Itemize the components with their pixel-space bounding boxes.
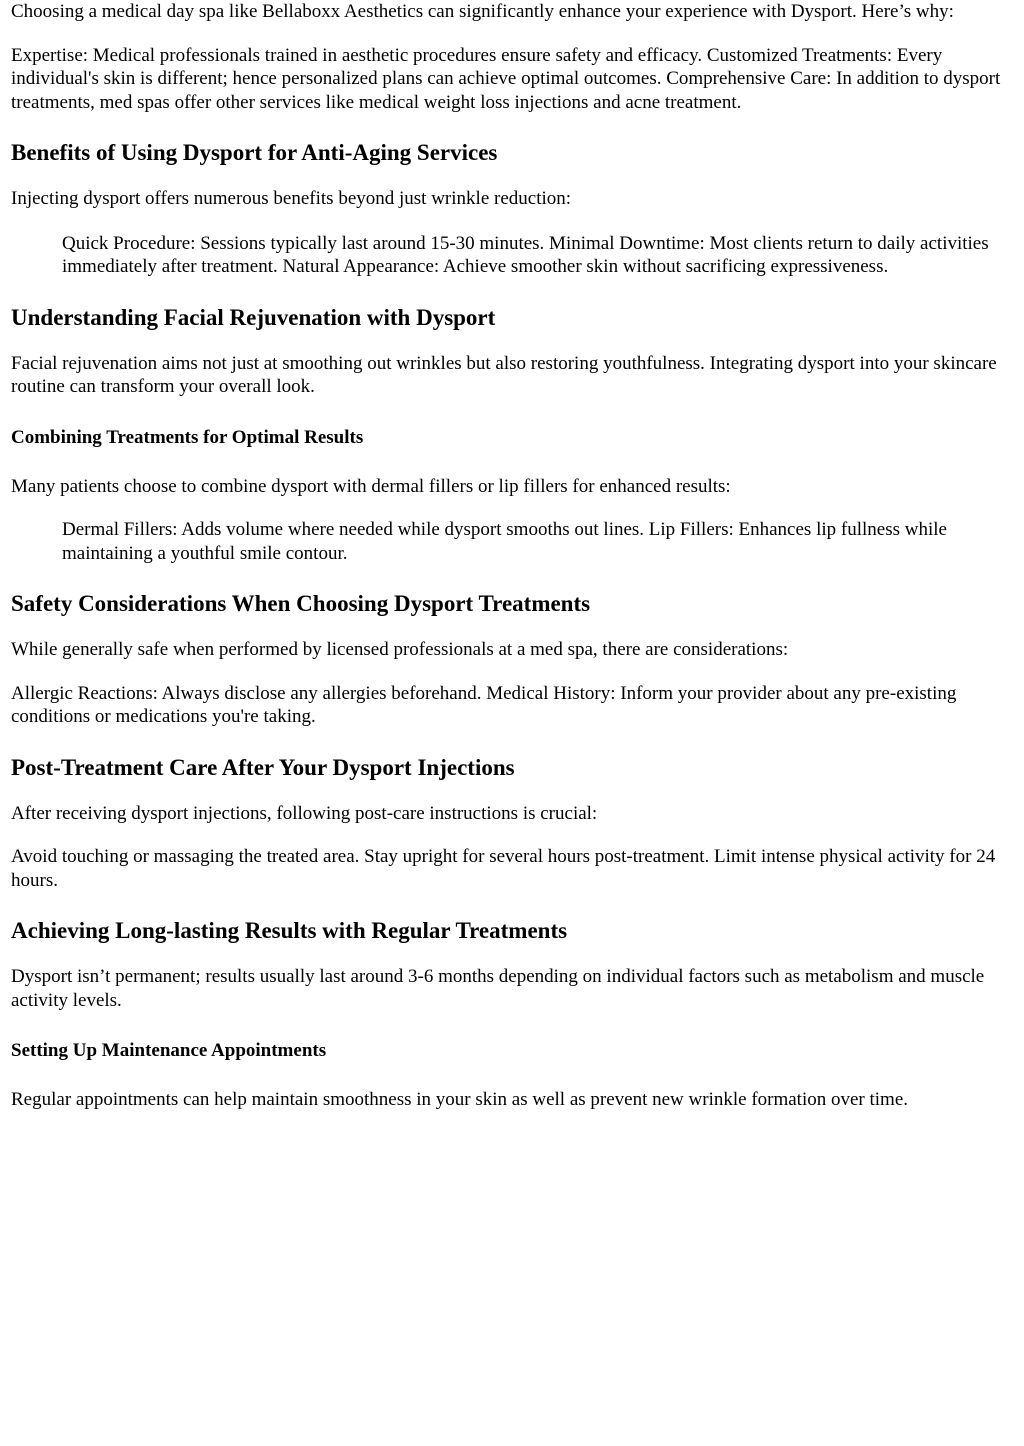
maintenance-paragraph: Regular appointments can help maintain smoothness in your skin as well as prevent new wrinkle formation over time. xyxy=(11,1089,909,1110)
combining-heading: Combining Treatments for Optimal Results xyxy=(11,426,364,448)
benefits-heading: Benefits of Using Dysport for Anti-Aging Services xyxy=(11,140,498,165)
long-lasting-heading: Achieving Long-lasting Results with Regular Treatments xyxy=(11,918,568,943)
post-care-intro-paragraph: After receiving dysport injections, following post-care instructions is crucial: xyxy=(11,802,598,824)
rejuvenation-heading: Understanding Facial Rejuvenation with Dysport xyxy=(11,304,496,330)
post-care-list-paragraph: Avoid touching or massaging the treated area. Stay upright for several hours post-treatment. Limit intense physical activity for 24 hours. xyxy=(11,846,996,891)
rejuvenation-paragraph: Facial rejuvenation aims not just at smoothing out wrinkles but also restoring youthfulness. Integrating dysport into your skincare routine can transform your overall look. xyxy=(11,352,997,397)
maintenance-heading: Setting Up Maintenance Appointments xyxy=(11,1040,327,1061)
safety-intro-paragraph: While generally safe when performed by licensed professionals at a med spa, there are considerations: xyxy=(11,639,789,660)
safety-heading: Safety Considerations When Choosing Dysport Treatments xyxy=(11,591,591,616)
intro-paragraph: Choosing a medical day spa like Bellaboxx Aesthetics can significantly enhance your experience with Dysport. Here’s why: xyxy=(11,1,954,22)
benefits-quote: Quick Procedure: Sessions typically last around 15-30 minutes. Minimal Downtime: Most clients return to daily activities immediately after treatment. Natural Appearance: Achieve smoother skin without sacrificing expressiveness. xyxy=(62,232,989,277)
combining-intro-paragraph: Many patients choose to combine dysport with dermal fillers or lip fillers for enhanced results: xyxy=(11,475,731,497)
long-lasting-paragraph: Dysport isn’t permanent; results usually last around 3-6 months depending on individual factors such as metabolism and muscle activity levels. xyxy=(11,966,985,1011)
post-care-heading: Post-Treatment Care After Your Dysport Injections xyxy=(11,754,515,780)
combining-quote: Dermal Fillers: Adds volume where needed while dysport smooths out lines. Lip Fillers: Enhances lip fullness while maintaining a youthful smile contour. xyxy=(62,519,947,564)
intro-reasons-paragraph: Expertise: Medical professionals trained in aesthetic procedures ensure safety and efficacy. Customized Treatments: Every individual's skin is different; hence personalized plans can achieve optimal outcomes. Comprehensive Care: In addition to dysport treatments, med spas offer other services like medical weight loss injections and acne treatment. xyxy=(11,44,1001,113)
safety-list-paragraph: Allergic Reactions: Always disclose any allergies beforehand. Medical History: Inform your provider about any pre-existing conditions or medications you're taking. xyxy=(11,682,957,727)
benefits-intro-paragraph: Injecting dysport offers numerous benefits beyond just wrinkle reduction: xyxy=(11,188,572,209)
